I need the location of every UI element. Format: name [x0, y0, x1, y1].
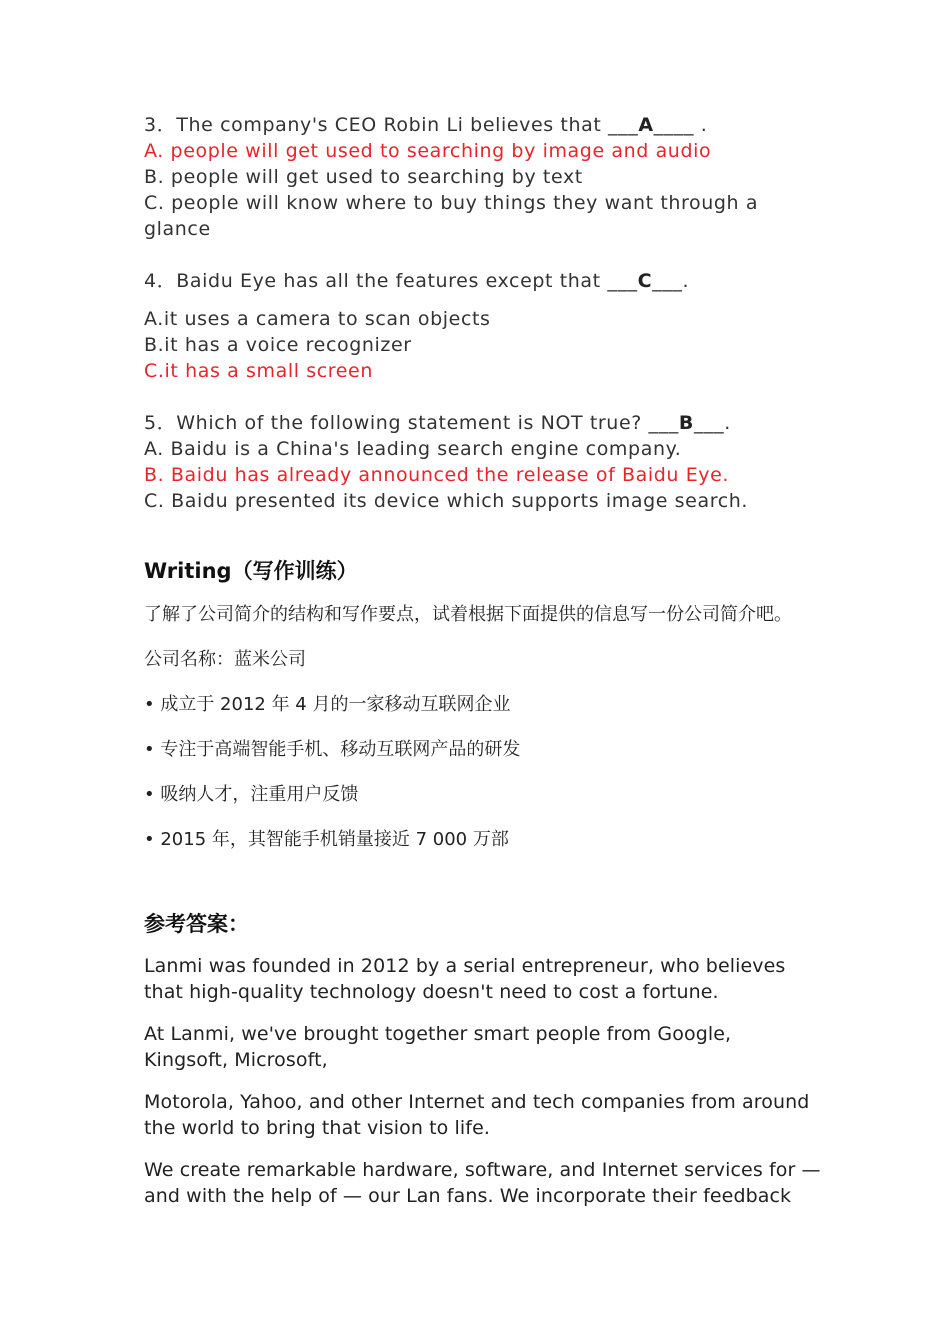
- writing-instruction: 了解了公司简介的结构和写作要点，试着根据下面提供的信息写一份公司简介吧。: [144, 604, 792, 625]
- question-5-option-a: A. Baidu is a China's leading search engine company.: [144, 438, 682, 460]
- question-4-option-b: B.it has a voice recognizer: [144, 334, 412, 356]
- question-5-option-c: C. Baidu presented its device which supports image search.: [144, 490, 749, 512]
- question-3-answer: A: [638, 114, 654, 136]
- question-3-option-a: A. people will get used to searching by image and audio: [144, 140, 712, 162]
- bullet-item: • 吸纳人才，注重用户反馈: [144, 784, 359, 805]
- company-name: 公司名称：蓝米公司: [144, 649, 306, 670]
- bullet-item: • 成立于 2012 年 4 月的一家移动互联网企业: [144, 694, 511, 715]
- reference-paragraph: We create remarkable hardware, software, and Internet services for — and with the help of — our Lan fans. We incorporate their feedback: [144, 1159, 821, 1207]
- reference-heading: 参考答案：: [144, 912, 249, 936]
- question-3-stem: 3．The company's CEO Robin Li believes that ___A____ .: [144, 114, 708, 136]
- question-3-option-c: C. people will know where to buy things they want through a glance: [144, 192, 759, 240]
- question-5-stem: 5．Which of the following statement is NOT true? ___B___.: [144, 412, 731, 434]
- bullet-item: • 专注于高端智能手机、移动互联网产品的研发: [144, 739, 521, 760]
- question-4-option-c: C.it has a small screen: [144, 360, 373, 382]
- document-page: [144, 112, 834, 1209]
- reference-paragraph: At Lanmi, we've brought together smart people from Google, Kingsoft, Microsoft,: [144, 1023, 732, 1071]
- reference-paragraph: Lanmi was founded in 2012 by a serial entrepreneur, who believes that high-quality technology doesn't need to cost a fortune.: [144, 955, 786, 1003]
- question-3-option-b: B. people will get used to searching by text: [144, 166, 583, 188]
- bullet-item: • 2015 年，其智能手机销量接近 7 000 万部: [144, 829, 509, 850]
- question-5-answer: B: [678, 412, 694, 434]
- question-4-stem: 4．Baidu Eye has all the features except that ___C___.: [144, 270, 690, 292]
- question-5-option-b: B. Baidu has already announced the release of Baidu Eye.: [144, 464, 730, 486]
- question-4-answer: C: [637, 270, 653, 292]
- reference-paragraph: Motorola, Yahoo, and other Internet and tech companies from around the world to bring that vision to life.: [144, 1091, 810, 1139]
- writing-heading: Writing（写作训练）: [144, 559, 358, 583]
- question-4-option-a: A.it uses a camera to scan objects: [144, 308, 491, 330]
